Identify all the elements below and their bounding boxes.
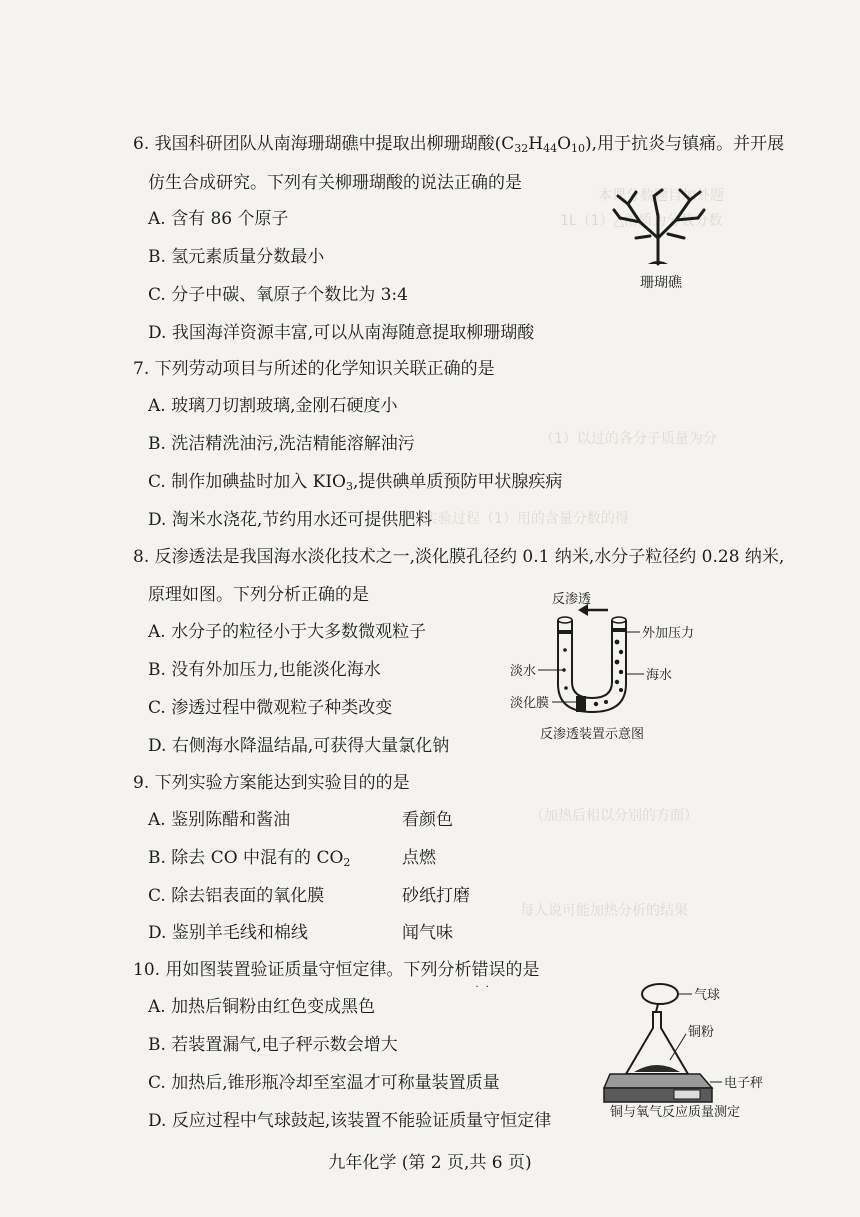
bleed-through: 1L（1）△溶质为分数分数 bbox=[560, 213, 723, 229]
q9-row-d-goal: D. 鉴别羊毛线和棉线 bbox=[148, 923, 308, 943]
bleed-through: （加热后相以分别的方面） bbox=[530, 808, 698, 824]
q10-option-b: B. 若装置漏气,电子秤示数会增大 bbox=[148, 1035, 398, 1055]
q7-option-a: A. 玻璃刀切割玻璃,金刚石硬度小 bbox=[148, 396, 398, 416]
figure-label-scale: 电子秤 bbox=[724, 1076, 764, 1091]
bleed-through: 本课分数题目加外题 bbox=[598, 188, 724, 204]
reverse-osmosis-figure bbox=[480, 592, 720, 752]
coral-reef-figure bbox=[610, 188, 706, 266]
figure-label-copper: 铜粉 bbox=[688, 1025, 715, 1040]
q10-option-d: D. 反应过程中气球鼓起,该装置不能验证质量守恒定律 bbox=[148, 1111, 552, 1131]
bleed-through: 一实验过程（1）用的含量分数的得 bbox=[410, 511, 629, 527]
q9-row-c-goal: C. 除去铝表面的氧化膜 bbox=[148, 886, 325, 906]
q8-option-a: A. 水分子的粒径小于大多数微观粒子 bbox=[148, 622, 427, 642]
figure-label-balloon: 气球 bbox=[694, 988, 721, 1003]
q7-option-b: B. 洗洁精洗油污,洗洁精能溶解油污 bbox=[148, 434, 415, 454]
q10-stem: 10. 用如图装置验证质量守恒定律。下列分析错误 · ·的是 bbox=[133, 959, 539, 981]
q9-row-d-method: 闻气味 bbox=[402, 923, 453, 943]
q9-row-b-method: 点燃 bbox=[402, 848, 436, 868]
q7-stem: 7. 下列劳动项目与所述的化学知识关联正确的是 bbox=[133, 359, 495, 379]
q8-stem-line2: 原理如图。下列分析正确的是 bbox=[148, 585, 369, 605]
page-footer: 九年化学 (第 2 页,共 6 页) bbox=[328, 1153, 532, 1173]
q8-stem: 8. 反渗透法是我国海水淡化技术之一,淡化膜孔径约 0.1 纳米,水分子粒径约 0.28 纳米, bbox=[133, 547, 785, 567]
q9-row-c-method: 砂纸打磨 bbox=[402, 886, 470, 906]
q8-option-d: D. 右侧海水降温结晶,可获得大量氯化钠 bbox=[148, 736, 450, 756]
q7-option-d: D. 淘米水浇花,节约用水还可提供肥料 bbox=[148, 510, 433, 530]
figure-label-fresh-water: 淡水 bbox=[510, 664, 537, 679]
q8-option-b: B. 没有外加压力,也能淡化海水 bbox=[148, 660, 381, 680]
q6-stem: 6. 我国科研团队从南海珊瑚礁中提取出柳珊瑚酸$(C_{32}H_{44}O_{10})$,用于抗炎与镇痛。并开展 bbox=[133, 134, 785, 155]
q7-option-c: C. 制作加碘盐时加入 $KIO_3$,提供碘单质预防甲状腺疾病 bbox=[148, 472, 563, 493]
figure-label-pressure: 外加压力 bbox=[642, 626, 695, 641]
q10-option-a: A. 加热后铜粉由红色变成黑色 bbox=[148, 997, 376, 1017]
q6-stem-line2: 仿生合成研究。下列有关柳珊瑚酸的说法正确的是 bbox=[148, 173, 522, 193]
figure-caption-ro: 反渗透装置示意图 bbox=[540, 727, 645, 742]
q8-option-c: C. 渗透过程中微观粒子种类改变 bbox=[148, 698, 393, 718]
q6-figure-caption: 珊瑚礁 bbox=[640, 275, 682, 291]
bleed-through: 每人说可能加热分析的结果 bbox=[520, 903, 688, 919]
q9-row-b-goal: B. 除去 CO 中混有的 $CO_2$ bbox=[148, 848, 351, 869]
q6-option-d: D. 我国海洋资源丰富,可以从南海随意提取柳珊瑚酸 bbox=[148, 323, 535, 343]
mass-conservation-figure bbox=[600, 978, 790, 1118]
figure-label-reverse-osmosis: 反渗透 bbox=[552, 592, 592, 607]
bleed-through: （1）以过的各分子质量为分 bbox=[540, 431, 717, 447]
figure-label-membrane: 淡化膜 bbox=[510, 696, 550, 711]
q9-row-a-goal: A. 鉴别陈醋和酱油 bbox=[148, 810, 291, 830]
q9-row-a-method: 看颜色 bbox=[402, 810, 453, 830]
figure-caption-mass: 铜与氧气反应质量测定 bbox=[610, 1105, 741, 1118]
q6-option-b: B. 氢元素质量分数最小 bbox=[148, 247, 325, 267]
q9-stem: 9. 下列实验方案能达到实验目的的是 bbox=[133, 773, 410, 793]
q6-option-c: C. 分子中碳、氧原子个数比为 3:4 bbox=[148, 285, 408, 305]
figure-label-sea-water: 海水 bbox=[646, 668, 673, 683]
q10-option-c: C. 加热后,锥形瓶冷却至室温才可称量装置质量 bbox=[148, 1073, 500, 1093]
q6-option-a: A. 含有 86 个原子 bbox=[148, 209, 289, 229]
